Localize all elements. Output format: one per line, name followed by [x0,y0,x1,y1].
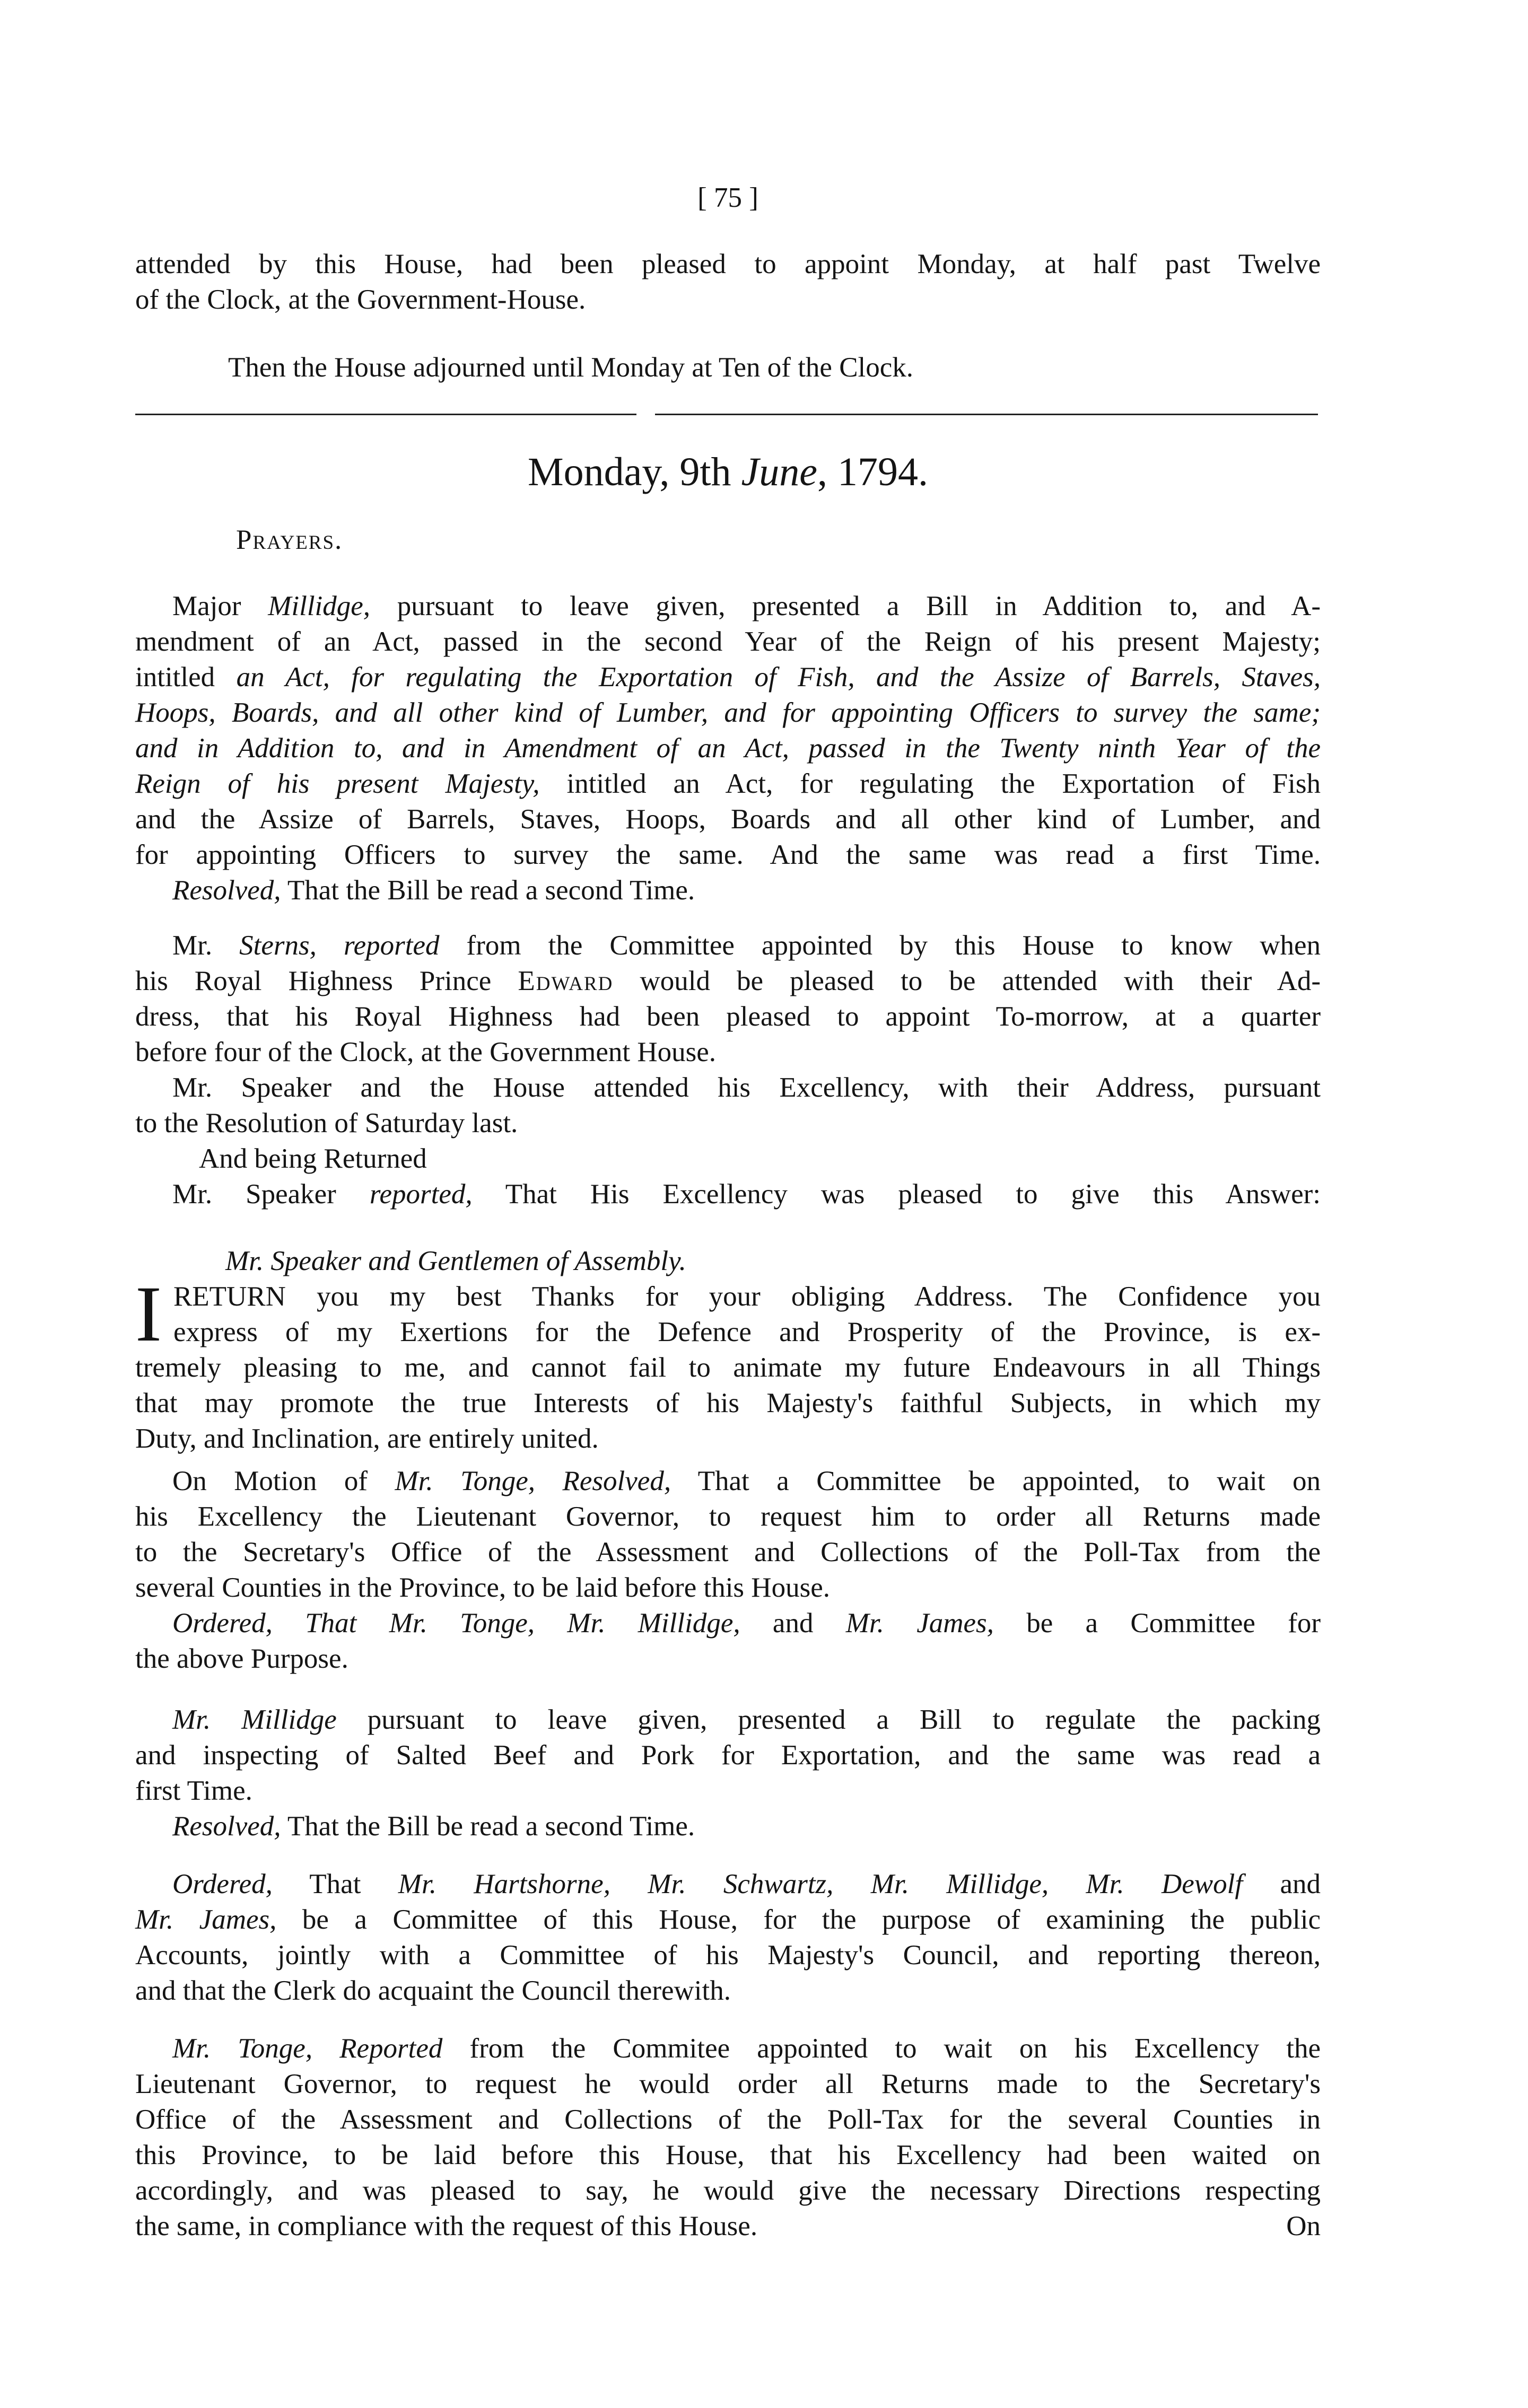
bill-paragraph-1: Major Millidge, pursuant to leave given, presented a Bill in Addition to, and A- mendment of an Act, passed in the second Year of the Reign of his present Majesty; intitled an Act, for regulating the Exportation of Fish, and the Assize of Barrels, Staves, Hoops, Boards, and all other kind of Lumber, and for appointing Officers to survey the same; and in Addition to, and in Amendment of an Act, passed in the Twenty ninth Year of the Reign of his present Majesty, intitled an Act, for regulating the Exportation of Fish and the Assize of Barrels, Staves, Hoops, Boards and all other kind of Lumber, and for appointing Officers to survey the same. And the same was read a first Time. Resolved, That the Bill be read a second Time. [135,591,1321,906]
prayers-heading: Prayers. [236,524,343,555]
drop-cap: I [135,1270,162,1358]
date-heading: Monday, 9th June, 1794. [528,450,928,494]
beef-pork-bill-paragraph: Mr. Millidge pursuant to leave given, presented a Bill to regulate the packing and inspecting of Salted Beef and Pork for Exportation, and the same was read a first Time. Resolved, That the Bill be read a second Time. [135,1704,1321,1842]
poll-tax-motion-paragraph: On Motion of Mr. Tonge, Resolved, That a Committee be appointed, to wait on his Excellency the Lieutenant Governor, to request him to order all Returns made to the Secretary's Office of the Assessment and Collections of the Poll-Tax from the several Counties in the Province, to be laid before this House. Ordered, That Mr. Tonge, Mr. Millidge, and Mr. James, be a Committee for the above Purpose. [135,1466,1321,1674]
divider-left [135,414,636,415]
adjourn-line: Then the House adjourned until Monday at Ten of the Clock. [228,352,914,383]
divider-right [655,414,1318,415]
catchword: On [1286,2211,1321,2241]
page-number: [ 75 ] [697,182,758,213]
accounts-committee-paragraph: Ordered, That Mr. Hartshorne, Mr. Schwartz, Mr. Millidge, Mr. Dewolf and Mr. James, be a Committee of this House, for the purpose of examining the public Accounts, jointly with a Committee of his Majesty's Council, and reporting thereon, and that the Clerk do acquaint the Council therewith. [135,1869,1321,2006]
tonge-report-paragraph: Mr. Tonge, Reported from the Commitee appointed to wait on his Excellency the Lieutenant Governor, to request he would order all Returns made to the Secretary's Office of the Assessment and Collections of the Poll-Tax for the several Counties in this Province, to be laid before this House, that his Excellency had been waited on accordingly, and was pleased to say, he would give the necessary Directions respecting the same, in compliance with the request of this House. On [135,2031,1321,2244]
intro-paragraph: attended by this House, had been pleased to appoint Monday, at half past Twelve of the Clock, at the Government-House. [135,249,1321,315]
committee-report-paragraph: Mr. Sterns, reported from the Committee appointed by this House to know when his Royal Highness Prince Edward would be pleased to be attended with their Ad- dress, that his Royal Highness had been pleased to appoint To-morrow, at a quarter before four of the Clock, at the Government House. Mr. Speaker and the House attended his Excellency, with their Address, pursuant to the Resolution of Saturday last. And being Returned Mr. Speaker reported, That His Excellency was pleased to give this Answer: [135,930,1321,1210]
governor-answer: Mr. Speaker and Gentlemen of Assembly. I RETURN you my best Thanks for your obliging Address. The Confidence you express of my Exertions for the Defence and Prosperity of the Province, is ex- tremely pleasing to me, and cannot fail to animate my future Endeavours in all Things that may promote the true Interests of his Majesty's faithful Subjects, in which my Duty, and Inclination, are entirely united. [135,1246,1321,1454]
